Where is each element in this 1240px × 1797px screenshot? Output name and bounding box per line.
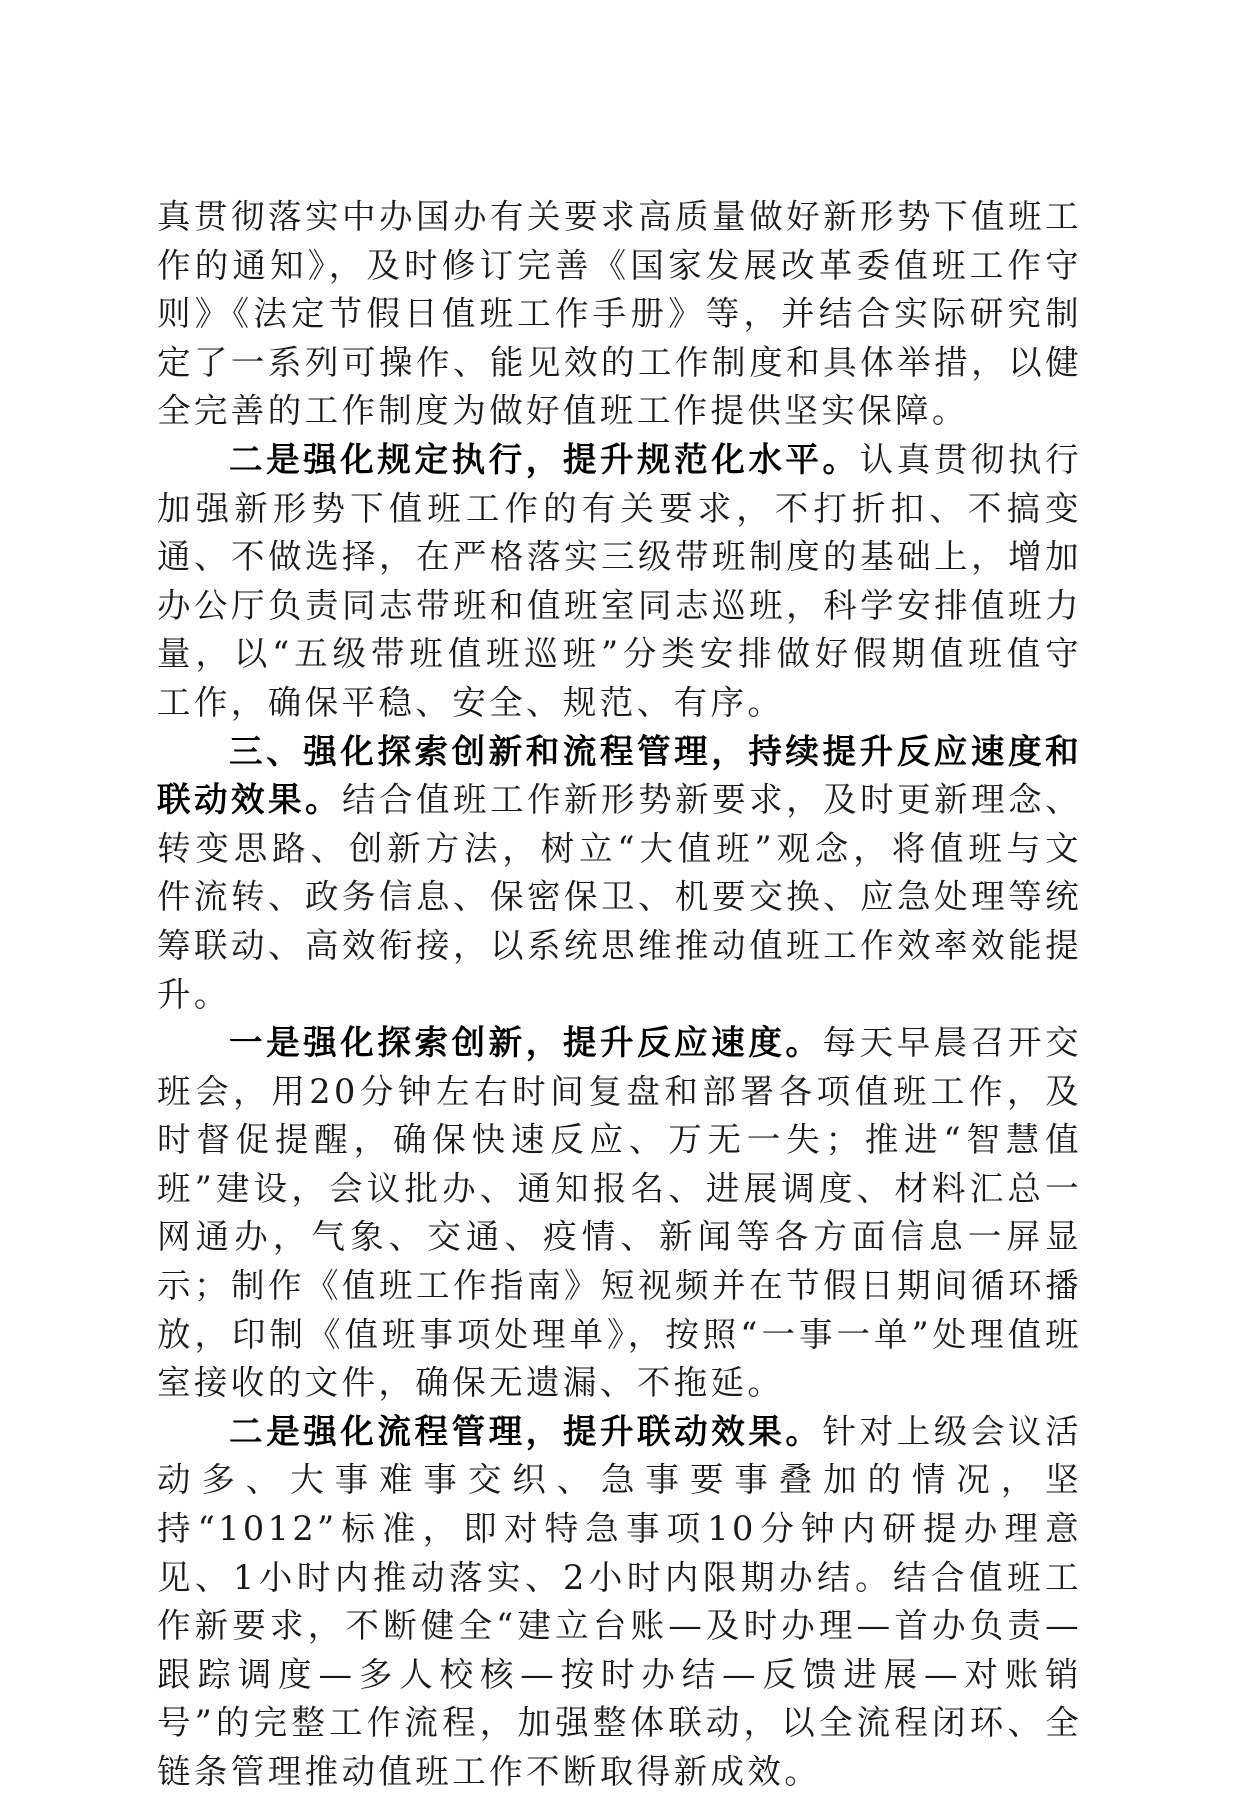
paragraph-lead: 一是强化探索创新，提升反应速度。 — [229, 1023, 823, 1063]
paragraph-lead: 二是强化规定执行，提升规范化水平。 — [229, 439, 860, 479]
paragraph-text: 每天早晨召开交班会，用20分钟左右时间复盘和部署各项值班工作，及时督促提醒，确保快速反应、万无一失；推进“智慧值班”建设，会议批办、通知报名、进展调度、材料汇总一网通办，气象、交通、疫情、新闻等各方面信息一屏显示；制作《值班工作指南》短视频并在节假日期间循环播放，印制《值班事项处理单》，按照“一事一单”处理值班室接收的文件，确保无遗漏、不拖延。 — [157, 1023, 1082, 1403]
document-body — [157, 193, 1082, 1797]
paragraph-lead: 三、强化探索创新和流程管理，持续提升反应速度和联动效果。 — [157, 731, 1082, 820]
paragraph-text: 结合值班工作新形势新要求，及时更新理念、转变思路、创新方法，树立“大值班”观念，将值班与文件流转、政务信息、保密保卫、机要交换、应急处理等统筹联动、高效衔接，以系统思维推动值班工作效率效能提升。 — [157, 780, 1083, 1014]
paragraph-2 — [157, 436, 1082, 728]
paragraph-text: 针对上级会议活动多、大事难事交织、急事要事叠加的情况，坚持“1012”标准，即对特急事项10分钟内研提办理意见、1小时内推动落实、2小时内限期办结。结合值班工作新要求，不断健全“建立台账—及时办理—首办负责—跟踪调度—多人校核—按时办结—反馈进展—对账销号”的完整工作流程，加强整体联动，以全流程闭环、全链条管理推动值班工作不断取得新成效。 — [157, 1411, 1082, 1791]
paragraph-text: 真贯彻落实中办国办有关要求高质量做好新形势下值班工作的通知》，及时修订完善《国家发展改革委值班工作守则》《法定节假日值班工作手册》等，并结合实际研究制定了一系列可操作、能见效的工作制度和具体举措，以健全完善的工作制度为做好值班工作提供坚实保障。 — [157, 197, 1082, 431]
paragraph-text: 认真贯彻执行加强新形势下值班工作的有关要求，不打折扣、不搞变通、不做选择，在严格落实三级带班制度的基础上，增加办公厅负责同志带班和值班室同志巡班，科学安排值班力量，以“五级带班值班巡班”分类安排做好假期值班值守工作，确保平稳、安全、规范、有序。 — [157, 439, 1082, 722]
paragraph-5 — [157, 1408, 1082, 1797]
paragraph-3 — [157, 728, 1082, 1020]
paragraph-1 — [157, 193, 1082, 436]
paragraph-4 — [157, 1019, 1082, 1408]
paragraph-lead: 二是强化流程管理，提升联动效果。 — [229, 1411, 823, 1451]
